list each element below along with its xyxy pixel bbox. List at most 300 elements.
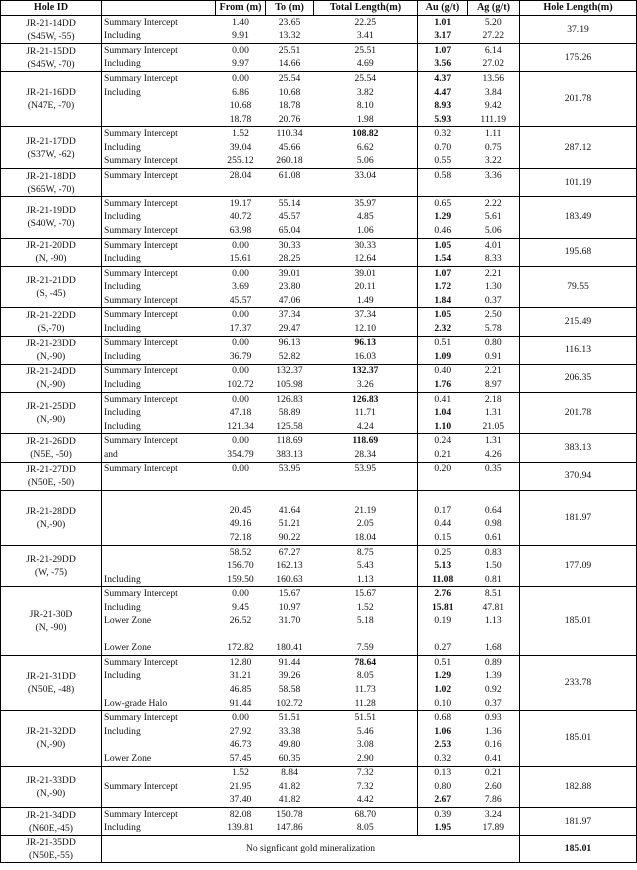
hole-id-cell [1, 392, 102, 434]
table-row [1, 434, 637, 448]
ag-value: 0.81 [484, 573, 502, 585]
to-value: 125.58 [276, 420, 303, 432]
interval-label: Including [102, 406, 216, 420]
to-value: 105.98 [276, 378, 303, 390]
interval-label: Summary Intercept [102, 711, 216, 725]
to-value: 18.78 [278, 100, 301, 112]
from-value: 18.78 [229, 113, 252, 125]
hole-azimuth: (N50E,-55) [29, 850, 73, 862]
au-value: 1.07 [418, 44, 468, 58]
to-value: 39.01 [266, 266, 314, 280]
to-value: 55.14 [266, 197, 314, 211]
au-value: 0.80 [418, 780, 468, 794]
hole-azimuth: (N,-90) [36, 739, 66, 751]
hole-id: JR-21-32DD [26, 726, 76, 738]
table-row [1, 169, 637, 183]
au-value: 4.47 [418, 86, 468, 100]
from-value: 20.45 [229, 504, 252, 516]
hole-id: JR-21-29DD [26, 554, 76, 566]
from-value: 27.92 [229, 725, 252, 737]
hole-id-cell [1, 44, 102, 72]
to-value: 30.33 [266, 238, 314, 252]
to-value: 23.80 [278, 281, 301, 293]
total-length-value: 4.85 [356, 211, 374, 223]
hole-id-cell [1, 656, 102, 711]
total-length-value: 3.26 [356, 378, 374, 390]
total-length-value [314, 183, 418, 197]
table-body [1, 16, 637, 863]
table-row [1, 766, 637, 780]
from-value: 0.00 [216, 392, 266, 406]
interval-label: Summary Intercept [102, 587, 216, 601]
ag-value: 1.50 [484, 560, 502, 572]
au-value [418, 183, 468, 197]
table-row [1, 127, 637, 141]
table-row [1, 266, 637, 280]
total-length-value [314, 628, 418, 642]
total-length-value: 12.10 [354, 322, 377, 334]
au-value: 1.01 [418, 16, 468, 30]
to-value: 126.83 [266, 392, 314, 406]
hole-azimuth: (N47E, -70) [27, 100, 75, 112]
ag-value: 9.42 [484, 100, 502, 112]
interval-label: Summary Intercept [102, 392, 216, 406]
interval-label: Including [102, 322, 216, 336]
to-value: 52.82 [278, 350, 301, 362]
from-value: 47.18 [229, 407, 252, 419]
hole-id: JR-21-26DD [26, 435, 76, 447]
au-value: 0.21 [418, 448, 468, 462]
to-value: 90.22 [278, 532, 301, 543]
ag-value: 5.78 [484, 322, 502, 334]
hole-length: 370.94 [520, 462, 637, 490]
to-value: 51.21 [278, 518, 301, 530]
hole-azimuth: (N50E, -48) [27, 684, 75, 696]
hole-id: JR-21-25DD [26, 401, 76, 413]
total-length-value: 118.69 [314, 434, 418, 448]
total-length-value: 5.06 [356, 155, 374, 167]
to-value [266, 183, 314, 197]
hole-length: 181.97 [520, 490, 637, 545]
ag-value: 1.30 [484, 281, 502, 293]
au-value: 0.70 [418, 141, 468, 155]
to-value: 41.64 [278, 504, 301, 516]
from-value: 1.52 [216, 127, 266, 141]
hole-id: JR-21-30D [29, 609, 73, 621]
au-value: 1.09 [418, 350, 468, 364]
table-row [1, 587, 637, 601]
hole-id: JR-21-33DD [26, 774, 76, 786]
ag-value: 21.05 [482, 420, 505, 432]
hole-id: JR-21-24DD [26, 366, 76, 378]
ag-value: 4.01 [468, 238, 520, 252]
au-value: 0.19 [418, 615, 468, 629]
to-value: 96.13 [266, 336, 314, 350]
header-total-length: Total Length(m) [314, 1, 418, 16]
to-value [266, 628, 314, 642]
au-value: 11.08 [418, 573, 468, 587]
hole-azimuth: (N,-90) [36, 351, 66, 363]
ag-value: 17.89 [482, 822, 505, 834]
from-value: 0.00 [216, 336, 266, 350]
interval-label: Summary Intercept [102, 364, 216, 378]
interval-label [102, 113, 216, 127]
hole-azimuth: (N5E, -50) [30, 448, 72, 460]
ag-value: 1.11 [468, 127, 520, 141]
au-value: 0.15 [418, 531, 468, 545]
interval-label: Including [102, 252, 216, 266]
hole-id-cell [1, 490, 102, 545]
total-length-value: 1.49 [356, 294, 374, 306]
interval-label: Summary Intercept [102, 336, 216, 350]
au-value: 1.06 [418, 725, 468, 739]
au-value: 0.39 [418, 808, 468, 822]
interval-label: Including [102, 58, 216, 72]
ag-value: 2.60 [484, 780, 502, 792]
ag-value: 13.56 [468, 72, 520, 86]
hole-id: JR-21-16DD [26, 87, 76, 99]
hole-length: 79.55 [520, 266, 637, 308]
ag-value: 0.83 [468, 545, 520, 559]
hole-azimuth: (W, -75) [34, 567, 68, 579]
interval-label: Summary Intercept [102, 224, 216, 238]
from-value: 19.17 [216, 197, 266, 211]
au-value: 2.76 [418, 587, 468, 601]
hole-id-cell [1, 127, 102, 169]
from-value: 36.79 [229, 350, 252, 362]
hole-azimuth: (S, -45) [36, 288, 66, 300]
ag-value: 111.19 [480, 113, 507, 125]
to-value: 147.86 [276, 822, 303, 834]
hole-id-cell [1, 169, 102, 197]
au-value: 0.41 [418, 392, 468, 406]
au-value: 3.56 [418, 58, 468, 72]
header-ag: Ag (g/t) [468, 1, 520, 16]
from-value: 28.04 [216, 169, 266, 183]
to-value: 20.76 [278, 113, 301, 125]
from-value: 26.52 [229, 615, 252, 627]
hole-id: JR-21-31DD [26, 671, 76, 683]
hole-azimuth: (N50E, -50) [27, 477, 75, 489]
hole-length: 182.88 [520, 766, 637, 808]
ag-value [468, 628, 520, 642]
total-length-value: 16.03 [354, 350, 377, 362]
to-value: 13.32 [278, 30, 301, 42]
interval-label: Summary Intercept [102, 656, 216, 670]
hole-azimuth: (S45W, -70) [27, 58, 75, 70]
to-value: 150.78 [266, 808, 314, 822]
total-length-value: 1.06 [356, 224, 374, 236]
total-length-value: 3.08 [356, 739, 374, 751]
ag-value [468, 183, 520, 197]
header-hole-length: Hole Length(m) [520, 1, 637, 16]
hole-length: 177.09 [520, 545, 637, 587]
from-value: 58.52 [216, 545, 266, 559]
ag-value: 1.31 [468, 434, 520, 448]
table-row [1, 462, 637, 476]
to-value: 23.65 [266, 16, 314, 30]
ag-value: 1.31 [484, 407, 502, 419]
total-length-value [314, 476, 418, 490]
from-value: 49.16 [229, 518, 252, 530]
interval-label: Lower Zone [102, 642, 216, 656]
total-length-value: 11.73 [354, 684, 376, 696]
from-value: 1.40 [216, 16, 266, 30]
hole-id: JR-21-22DD [26, 310, 76, 322]
from-value: 0.00 [216, 587, 266, 601]
interval-label: Including [102, 86, 216, 100]
au-value: 1.10 [418, 420, 468, 434]
interval-label: Including [102, 350, 216, 364]
interval-label: Lower Zone [102, 752, 216, 766]
interval-label: Including [102, 141, 216, 155]
ag-value [468, 476, 520, 490]
hole-azimuth: (S37W, -62) [27, 148, 75, 160]
interval-label: Summary Intercept [102, 169, 216, 183]
table-row [1, 545, 637, 559]
hole-length: 185.01 [520, 711, 637, 766]
interval-label: Including [102, 30, 216, 44]
from-value: 46.85 [229, 684, 252, 696]
hole-id-cell [1, 545, 102, 587]
to-value: 49.80 [278, 739, 301, 751]
hole-length: 185.01 [520, 836, 637, 863]
total-length-value: 11.71 [354, 407, 376, 419]
interval-label: Summary Intercept [102, 197, 216, 211]
interval-label [102, 794, 216, 808]
table-row [1, 836, 637, 863]
ag-value: 27.22 [482, 30, 505, 42]
table-row [1, 44, 637, 58]
total-length-value: 25.54 [314, 72, 418, 86]
total-length-value: 126.83 [314, 392, 418, 406]
hole-azimuth: (S45W, -55) [27, 30, 75, 42]
hole-id-cell [1, 587, 102, 656]
to-value: 29.47 [278, 322, 301, 334]
to-value: 61.08 [266, 169, 314, 183]
interval-label [102, 518, 216, 532]
interval-label: Including [102, 601, 216, 615]
hole-azimuth: (S65W, -70) [27, 183, 75, 195]
from-value: 0.00 [216, 434, 266, 448]
from-value: 0.00 [216, 308, 266, 322]
to-value: 47.06 [278, 294, 301, 306]
to-value: 60.35 [278, 752, 301, 764]
interval-label [102, 545, 216, 559]
total-length-value: 1.52 [356, 601, 374, 613]
table-row [1, 72, 637, 86]
ag-value: 1.13 [484, 615, 502, 627]
hole-id-cell [1, 238, 102, 266]
total-length-value: 15.67 [314, 587, 418, 601]
interval-label: Summary Intercept [102, 294, 216, 308]
to-value: 45.57 [278, 211, 301, 223]
header-from: From (m) [216, 1, 266, 16]
from-value: 12.80 [216, 656, 266, 670]
au-value: 1.07 [418, 266, 468, 280]
au-value: 1.54 [418, 252, 468, 266]
to-value: 58.89 [278, 407, 301, 419]
ag-value: 5.20 [468, 16, 520, 30]
ag-value: 5.06 [484, 224, 502, 236]
au-value: 1.02 [418, 683, 468, 697]
from-value: 139.81 [227, 822, 254, 834]
total-length-value: 11.28 [354, 697, 376, 709]
from-value: 37.40 [229, 794, 252, 806]
hole-id-cell [1, 72, 102, 127]
total-length-value: 12.64 [354, 253, 377, 265]
total-length-value: 21.19 [354, 504, 377, 516]
ag-value: 0.16 [484, 739, 502, 751]
table-row [1, 308, 637, 322]
interval-label [102, 738, 216, 752]
interval-label [102, 531, 216, 545]
from-value [216, 183, 266, 197]
ag-value: 47.81 [482, 601, 505, 613]
interval-label: Including [102, 573, 216, 587]
total-length-value: 37.34 [314, 308, 418, 322]
interval-label: Summary Intercept [102, 44, 216, 58]
ag-value: 0.21 [468, 766, 520, 780]
total-length-value: 5.46 [356, 725, 374, 737]
ag-value: 8.51 [468, 587, 520, 601]
to-value: 110.34 [266, 127, 314, 141]
from-value: 0.00 [216, 72, 266, 86]
au-value: 3.17 [418, 30, 468, 44]
table-row [1, 711, 637, 725]
hole-length: 101.19 [520, 169, 637, 197]
hole-id: JR-21-21DD [26, 275, 76, 287]
au-value: 1.05 [418, 238, 468, 252]
to-value [266, 490, 314, 504]
total-length-value: 4.42 [356, 794, 374, 806]
table-row [1, 392, 637, 406]
ag-value: 27.02 [482, 58, 505, 70]
hole-azimuth: (N,-90) [36, 518, 66, 530]
au-value: 1.95 [418, 822, 468, 836]
from-value: 3.69 [232, 281, 249, 293]
au-value: 0.25 [418, 545, 468, 559]
from-value: 63.98 [229, 224, 252, 236]
to-value: 91.44 [266, 656, 314, 670]
total-length-value: 5.43 [356, 560, 374, 572]
to-value: 39.26 [278, 670, 301, 682]
from-value: 255.12 [227, 155, 254, 167]
au-value: 5.13 [418, 559, 468, 573]
hole-id: JR-21-14DD [26, 17, 76, 29]
ag-value: 7.86 [484, 794, 502, 806]
from-value: 31.21 [229, 670, 252, 682]
ag-value: 3.36 [468, 169, 520, 183]
hole-id: JR-21-34DD [26, 809, 76, 821]
total-length-value: 132.37 [314, 364, 418, 378]
hole-length: 116.13 [520, 336, 637, 364]
total-length-value: 1.98 [356, 113, 374, 125]
ag-value: 6.14 [468, 44, 520, 58]
table-row [1, 808, 637, 822]
hole-azimuth: (S40W, -70) [27, 218, 75, 230]
ag-value: 1.39 [484, 670, 502, 682]
hole-azimuth: (N, -90) [35, 622, 67, 634]
to-value: 132.37 [266, 364, 314, 378]
from-value: 102.72 [227, 378, 254, 390]
total-length-value: 39.01 [314, 266, 418, 280]
ag-value: 3.24 [468, 808, 520, 822]
total-length-value [314, 490, 418, 504]
table-row [1, 16, 637, 30]
ag-value [468, 490, 520, 504]
to-value: 102.72 [276, 697, 303, 709]
interval-label [102, 183, 216, 197]
to-value: 28.25 [278, 253, 301, 265]
interval-label: Including [102, 420, 216, 434]
from-value: 21.95 [229, 780, 252, 792]
total-length-value: 30.33 [314, 238, 418, 252]
total-length-value: 5.18 [356, 615, 374, 627]
from-value: 9.91 [232, 30, 249, 42]
from-value: 0.00 [216, 266, 266, 280]
to-value: 37.34 [266, 308, 314, 322]
hole-azimuth: (N,-90) [36, 787, 66, 799]
to-value: 51.51 [266, 711, 314, 725]
ag-value: 0.41 [484, 752, 502, 764]
ag-value: 0.35 [468, 462, 520, 476]
to-value: 15.67 [266, 587, 314, 601]
hole-id-cell [1, 462, 102, 490]
table-row [1, 197, 637, 211]
interval-label [102, 99, 216, 113]
interval-label [102, 504, 216, 518]
from-value: 0.00 [216, 711, 266, 725]
interval-label: Including [102, 378, 216, 392]
hole-id-cell [1, 711, 102, 766]
total-length-value: 8.10 [356, 100, 374, 112]
table-row [1, 656, 637, 670]
to-value: 260.18 [276, 155, 303, 167]
total-length-value: 20.11 [354, 281, 376, 293]
from-value: 40.72 [229, 211, 252, 223]
from-value: 121.34 [227, 420, 254, 432]
total-length-value: 33.04 [314, 169, 418, 183]
interval-label: Including [102, 280, 216, 294]
from-value: 39.04 [229, 141, 252, 153]
ag-value: 2.21 [468, 364, 520, 378]
total-length-value: 4.69 [356, 58, 374, 70]
no-mineralization-note: No signficant gold mineralization [102, 836, 520, 863]
from-value [216, 628, 266, 642]
to-value: 383.13 [276, 448, 303, 460]
au-value: 1.84 [418, 294, 468, 308]
to-value: 160.63 [276, 573, 303, 585]
hole-id-cell [1, 16, 102, 44]
from-value [216, 476, 266, 490]
au-value: 0.58 [418, 169, 468, 183]
ag-value: 0.91 [484, 350, 502, 362]
total-length-value: 8.05 [356, 670, 374, 682]
hole-azimuth: (N,-90) [36, 414, 66, 426]
au-value: 1.72 [418, 280, 468, 294]
to-value: 65.04 [278, 224, 301, 236]
hole-length: 183.49 [520, 197, 637, 239]
to-value: 10.68 [278, 86, 301, 98]
to-value: 14.66 [278, 58, 301, 70]
au-value: 0.55 [418, 154, 468, 168]
total-length-value: 8.75 [314, 545, 418, 559]
from-value: 72.18 [229, 532, 252, 543]
total-length-value: 2.05 [356, 518, 374, 530]
from-value: 156.70 [227, 560, 254, 572]
au-value: 15.81 [418, 601, 468, 615]
